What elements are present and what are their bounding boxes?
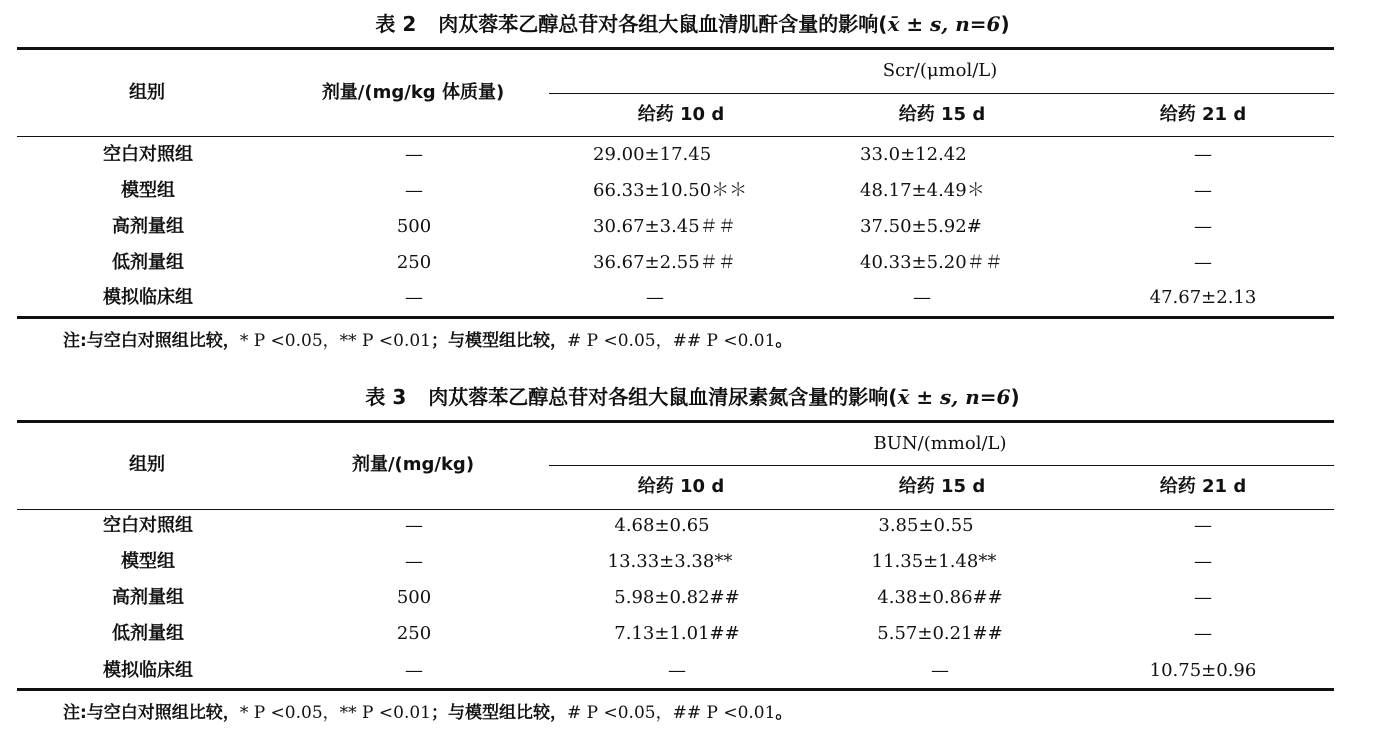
table-3-header-day21: 给药 21 d [1159, 476, 1247, 497]
table-2-note-part-5: 。 [775, 331, 793, 351]
table-3-top-rule [17, 420, 1334, 423]
table-2-bottom-rule [17, 316, 1334, 319]
table-3-caption-close: ) [1010, 385, 1020, 409]
table-3-row-3-day15: 4.38±0.86## [877, 587, 1003, 608]
table-3-row-5-day10: — [668, 660, 686, 681]
table-3-row-5-dose: — [405, 660, 423, 681]
table-3-row-2-day10: 13.33±3.38** [607, 551, 733, 572]
table-2-row-2-day21: — [1194, 180, 1212, 201]
table-2-caption [0, 11, 1385, 37]
table-2-row-3-day21: — [1194, 216, 1212, 237]
table-2-row-4-group: 低剂量组 [112, 252, 184, 273]
table-2-header-day10: 给药 10 d [637, 104, 725, 125]
table-3-row-2-group: 模型组 [121, 551, 175, 572]
table-2-row-3-dose: 500 [396, 216, 432, 237]
table-2-header-subrule [549, 93, 1334, 94]
table-2-header-rule [17, 136, 1334, 137]
table-3-footnote [63, 702, 792, 724]
table-2-row-5-day10: — [646, 287, 664, 308]
table-3-row-2-day15: 11.35±1.48** [871, 551, 997, 572]
table-2-row-5-day21: 47.67±2.13 [1149, 287, 1257, 308]
table-2-header-day15: 给药 15 d [898, 104, 986, 125]
table-2-row-3-day10: 30.67±3.45＃＃ [593, 216, 736, 237]
table-3-row-3-day10: 5.98±0.82## [614, 587, 740, 608]
table-3-row-4-group: 低剂量组 [112, 623, 184, 644]
table-3-row-1-dose: — [405, 515, 423, 536]
table-2-row-1-day15: 33.0±12.42 [860, 144, 967, 165]
table-2-row-5-group: 模拟临床组 [103, 287, 193, 308]
table-2-header-day21: 给药 21 d [1159, 104, 1247, 125]
table-2-caption-close: ) [1000, 12, 1010, 36]
table-3-header-measure: BUN/(mmol/L) [873, 433, 1007, 454]
table-3-header-dose: 剂量/(mg/kg) [351, 454, 475, 475]
table-3-row-4-day21: — [1194, 623, 1212, 644]
table-3-note-part-5: 。 [775, 703, 793, 723]
table-2-row-4-day15: 40.33±5.20＃＃ [860, 252, 1003, 273]
table-2-row-3-day15: 37.50±5.92# [860, 216, 982, 237]
table-2-note-part-3: ；与模型组比较， [431, 331, 567, 351]
table-2-top-rule [17, 47, 1334, 50]
table-2-row-1-day10: 29.00±17.45 [593, 144, 712, 165]
table-2-row-2-day15: 48.17±4.49＊ [860, 180, 985, 201]
table-2-label: 表 2 [375, 12, 417, 36]
table-2-row-1-group: 空白对照组 [103, 144, 193, 165]
table-3-row-3-group: 高剂量组 [112, 587, 184, 608]
table-3-bottom-rule [17, 688, 1334, 691]
table-3-row-3-dose: 500 [396, 587, 432, 608]
table-3-row-2-day21: — [1194, 551, 1212, 572]
table-3-header-rule [17, 509, 1334, 510]
table-2-row-4-dose: 250 [396, 252, 432, 273]
table-3-note-part-2: * P <0.05，** P <0.01 [239, 703, 431, 723]
table-3-row-3-day21: — [1194, 587, 1212, 608]
table-2-note-part-1: 注:与空白对照组比较， [63, 331, 240, 351]
table-3-note-part-4: # P <0.05，## P <0.01 [567, 703, 776, 723]
table-3-caption-text: 肉苁蓉苯乙醇总苷对各组大鼠血清尿素氮含量的影响( [428, 385, 898, 409]
table-2-row-5-dose: — [405, 287, 423, 308]
table-3-row-1-day21: — [1194, 515, 1212, 536]
table-2-row-2-day10: 66.33±10.50＊＊ [593, 180, 748, 201]
table-2-header-dose: 剂量/(mg/kg 体质量) [321, 82, 505, 103]
table-3-header-day15: 给药 15 d [898, 476, 986, 497]
table-3-row-2-dose: — [405, 551, 423, 572]
table-3-row-1-day10: 4.68±0.65 [614, 515, 710, 536]
table-3-row-4-day10: 7.13±1.01## [614, 623, 740, 644]
table-2-row-3-group: 高剂量组 [112, 216, 184, 237]
table-3-row-1-day15: 3.85±0.55 [878, 515, 974, 536]
table-3-header-subrule [549, 465, 1334, 466]
table-2-note-part-4: # P <0.05，## P <0.01 [567, 331, 776, 351]
table-3-row-4-dose: 250 [396, 623, 432, 644]
table-3-row-4-day15: 5.57±0.21## [877, 623, 1003, 644]
table-2-row-1-day21: — [1194, 144, 1212, 165]
table-2-row-4-day10: 36.67±2.55＃＃ [593, 252, 736, 273]
table-2-caption-stat: x̄ ± s, n=6 [887, 12, 1001, 36]
table-2-header-measure: Scr/(μmol/L) [882, 60, 998, 81]
table-2-note-part-2: * P <0.05，** P <0.01 [239, 331, 431, 351]
table-2-row-2-group: 模型组 [121, 180, 175, 201]
table-2-footnote [63, 330, 792, 352]
table-3-row-1-group: 空白对照组 [103, 515, 193, 536]
table-2-caption-text: 肉苁蓉苯乙醇总苷对各组大鼠血清肌酐含量的影响( [438, 12, 888, 36]
table-3-label: 表 3 [365, 385, 407, 409]
table-3-note-part-3: ；与模型组比较， [431, 703, 567, 723]
table-2-row-5-day15: — [913, 287, 931, 308]
table-3-row-5-group: 模拟临床组 [103, 660, 193, 681]
table-3-header-group: 组别 [129, 454, 165, 475]
table-2-row-2-dose: — [405, 180, 423, 201]
table-3-row-5-day21: 10.75±0.96 [1149, 660, 1257, 681]
table-2-header-group: 组别 [129, 82, 165, 103]
table-3-caption [0, 384, 1385, 410]
table-3-caption-stat: x̄ ± s, n=6 [897, 385, 1011, 409]
table-3-note-part-1: 注:与空白对照组比较， [63, 703, 240, 723]
table-3-header-day10: 给药 10 d [637, 476, 725, 497]
table-2-row-1-dose: — [405, 144, 423, 165]
table-2-row-4-day21: — [1194, 252, 1212, 273]
table-3-row-5-day15: — [931, 660, 949, 681]
